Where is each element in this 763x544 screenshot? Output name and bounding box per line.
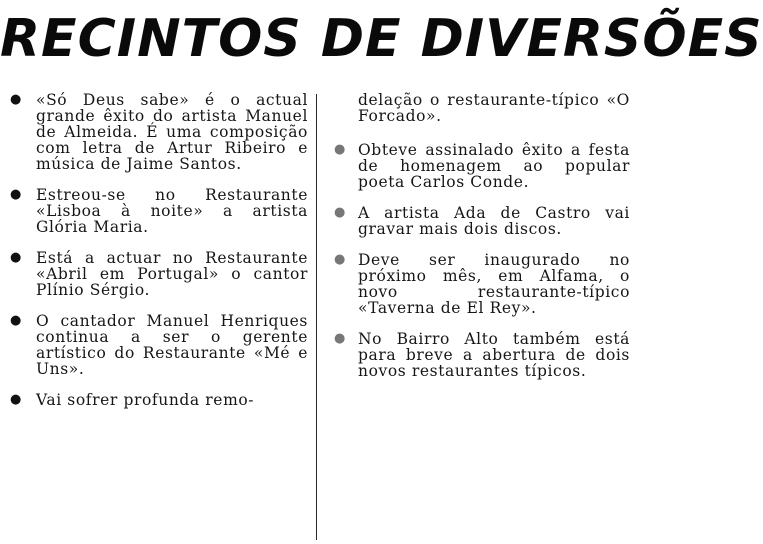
news-item-text: No Bairro Alto também está para breve a abertura de dois novos restaurantes típicos. — [358, 330, 630, 380]
news-item — [328, 252, 630, 316]
news-item-text: Vai sofrer profunda remo- — [36, 391, 255, 409]
news-item-text: Estreou-se no Restaurante «Lisboa à noite» a artista Glória Maria. — [36, 186, 308, 236]
left-column — [8, 92, 308, 408]
news-item-text: Está a actuar no Restaurante «Abril em Portugal» o cantor Plínio Sérgio. — [36, 249, 308, 299]
news-item-continuation — [328, 92, 630, 124]
bullet-icon: ● — [334, 142, 346, 157]
news-item — [328, 205, 630, 237]
news-item-text: delação o restaurante-típico «O Forcado». — [358, 91, 630, 125]
news-item — [8, 187, 308, 235]
news-item-text: Obteve assinalado êxito a festa de homenagem ao popular poeta Carlos Conde. — [358, 141, 630, 191]
news-item — [8, 250, 308, 298]
bullet-icon: ● — [10, 250, 22, 265]
news-item-text: Deve ser inaugurado no próximo mês, em Alfama, o novo restaurante-típico «Taverna de El Rey». — [358, 251, 630, 317]
bullet-icon: ● — [10, 313, 22, 328]
news-item-text: «Só Deus sabe» é o actual grande êxito do artista Manuel de Almeida. É uma composição com letra de Artur Ribeiro e música de Jaime Santos. — [36, 91, 308, 173]
bullet-icon: ● — [10, 187, 22, 202]
news-item-text: A artista Ada de Castro vai gravar mais dois discos. — [358, 204, 630, 238]
news-item — [328, 331, 630, 379]
headline: RECINTOS DE DIVERSÕES — [0, 9, 763, 69]
bullet-icon: ● — [10, 392, 22, 407]
news-item — [8, 92, 308, 172]
news-item — [8, 392, 308, 408]
news-item-text: O cantador Manuel Henriques continua a ser o gerente artístico do Restaurante «Mé e Uns». — [36, 312, 308, 378]
news-item — [328, 142, 630, 190]
bullet-icon: ● — [334, 331, 346, 346]
news-item — [8, 313, 308, 377]
column-divider — [316, 94, 317, 540]
bullet-icon: ● — [334, 205, 346, 220]
right-column — [328, 92, 630, 394]
bullet-icon: ● — [10, 92, 22, 107]
bullet-icon: ● — [334, 252, 346, 267]
